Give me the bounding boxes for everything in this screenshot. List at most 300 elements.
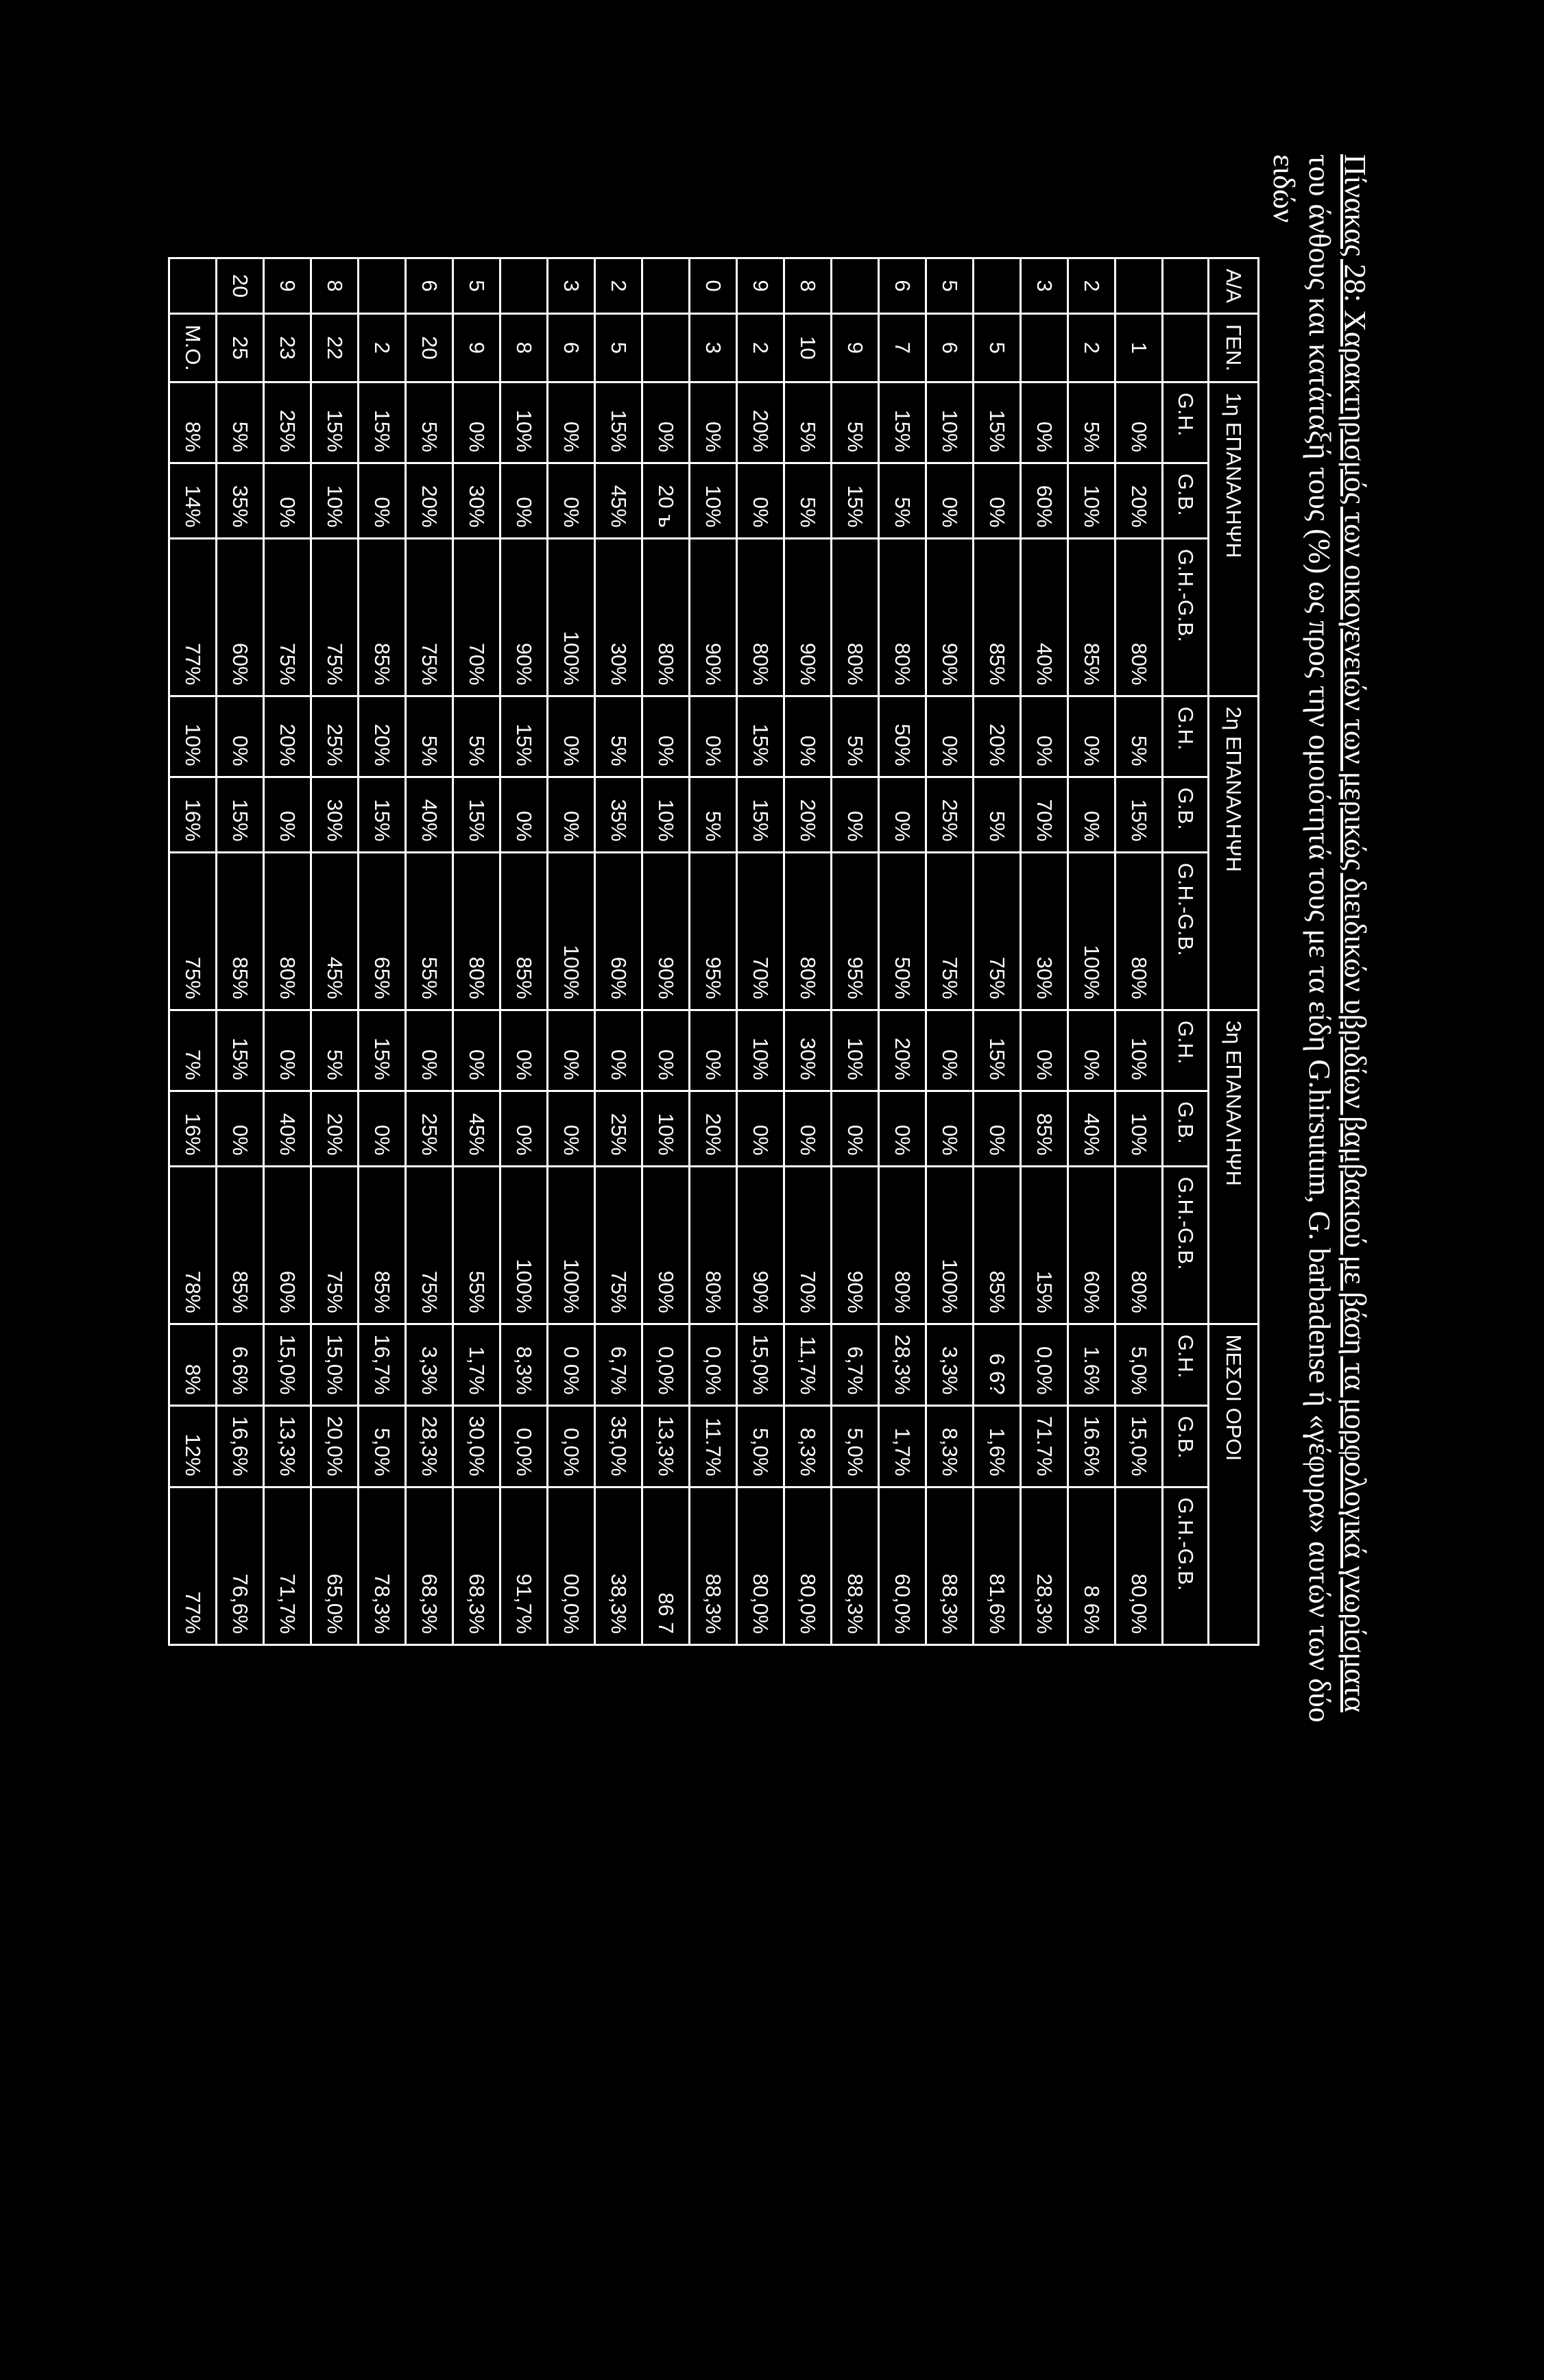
table-row	[784, 258, 832, 1645]
percent-cell: 5%	[832, 382, 879, 463]
family-cell: 1	[1115, 313, 1163, 382]
percent-cell: 15%	[359, 1010, 406, 1091]
percent-cell: 20%	[264, 696, 311, 777]
percent-cell: 68,3%	[453, 1487, 500, 1644]
percent-cell: 8,3%	[784, 1405, 832, 1487]
percent-cell: 77%	[169, 1487, 217, 1644]
percent-cell: 85%	[1068, 538, 1115, 696]
percent-cell: 0%	[595, 1010, 642, 1091]
percent-cell: 1.6%	[1068, 1324, 1115, 1405]
row-index-cell	[500, 258, 548, 314]
data-table-wrapper	[168, 257, 1259, 1646]
percent-cell: 75%	[311, 1166, 359, 1324]
family-cell: 2	[1068, 313, 1115, 382]
percent-cell: 80%	[784, 852, 832, 1010]
percent-cell: 0%	[359, 1091, 406, 1166]
percent-cell: 88,3%	[926, 1487, 974, 1644]
percent-cell: 8%	[169, 1324, 217, 1405]
family-cell: 9	[832, 313, 879, 382]
percent-cell: 10%	[500, 382, 548, 463]
percent-cell: 12%	[169, 1405, 217, 1487]
percent-cell: 5,0%	[359, 1405, 406, 1487]
table-row	[406, 258, 453, 1645]
percent-cell: 0%	[879, 1091, 926, 1166]
family-cell: 3	[690, 313, 737, 382]
percent-cell: 65%	[359, 852, 406, 1010]
percent-cell: 13,3%	[642, 1405, 690, 1487]
percent-cell: 80,0%	[737, 1487, 784, 1644]
percent-cell: 3,3%	[406, 1324, 453, 1405]
header-gh: G.H.	[1163, 1324, 1209, 1405]
percent-cell: 45%	[311, 852, 359, 1010]
percent-cell: 8,3%	[500, 1324, 548, 1405]
row-index-cell	[642, 258, 690, 314]
percent-cell: 16%	[169, 777, 217, 852]
percent-cell: 15%	[595, 382, 642, 463]
percent-cell: 5,0%	[737, 1405, 784, 1487]
percent-cell: 40%	[264, 1091, 311, 1166]
percent-cell: 15%	[1021, 1166, 1068, 1324]
percent-cell: 75%	[311, 538, 359, 696]
percent-cell: 55%	[406, 852, 453, 1010]
percent-cell: 75%	[595, 1166, 642, 1324]
percent-cell: 70%	[737, 852, 784, 1010]
percent-cell: 90%	[832, 1166, 879, 1324]
header-ghgb: G.H.-G.B.	[1163, 1487, 1209, 1644]
percent-cell: 6,7%	[595, 1324, 642, 1405]
percent-cell: 60,0%	[879, 1487, 926, 1644]
percent-cell: 71.7%	[1021, 1405, 1068, 1487]
percent-cell: 0%	[1021, 382, 1068, 463]
percent-cell: 88,3%	[690, 1487, 737, 1644]
percent-cell: 8 6%	[1068, 1487, 1115, 1644]
percent-cell: 5%	[1068, 382, 1115, 463]
header-row-groups	[1209, 258, 1259, 1645]
family-cell: 5	[595, 313, 642, 382]
row-index-cell	[169, 258, 217, 314]
caption-line-1: Πίνακας 28: Χαρακτηρισμός των οικογενειών των μερικώς διειδικών υβριδίων βαμβακιού με βάση τα μορφολογικά γνωρίσματα	[1338, 154, 1372, 1712]
percent-cell: 30%	[595, 538, 642, 696]
percent-cell: 45%	[595, 463, 642, 538]
percent-cell: 78%	[169, 1166, 217, 1324]
percent-cell: 28,3%	[406, 1405, 453, 1487]
table-row	[500, 258, 548, 1645]
percent-cell: 0%	[264, 777, 311, 852]
percent-cell: 10%	[169, 696, 217, 777]
row-index-cell: 3	[548, 258, 595, 314]
percent-cell: 8%	[169, 382, 217, 463]
percent-cell: 0%	[1021, 1010, 1068, 1091]
percent-cell: 88,3%	[832, 1487, 879, 1644]
row-index-cell: 8	[784, 258, 832, 314]
family-cell: 6	[548, 313, 595, 382]
family-cell	[1021, 313, 1068, 382]
percent-cell: 78,3%	[359, 1487, 406, 1644]
percent-cell: 60%	[595, 852, 642, 1010]
percent-cell: 0%	[548, 1010, 595, 1091]
percent-cell: 20%	[879, 1010, 926, 1091]
percent-cell: 35%	[595, 777, 642, 852]
percent-cell: 15%	[737, 777, 784, 852]
table-row	[1068, 258, 1115, 1645]
percent-cell: 68,3%	[406, 1487, 453, 1644]
percent-cell: 15%	[311, 382, 359, 463]
row-index-cell: 2	[595, 258, 642, 314]
percent-cell: 13,3%	[264, 1405, 311, 1487]
caption-line-3: ειδών	[1267, 154, 1301, 223]
percent-cell: 10%	[311, 463, 359, 538]
row-index-cell: 5	[453, 258, 500, 314]
table-row	[974, 258, 1021, 1645]
row-index-cell	[974, 258, 1021, 314]
percent-cell: 15%	[879, 382, 926, 463]
percent-cell: 30%	[311, 777, 359, 852]
percent-cell: 100%	[548, 538, 595, 696]
percent-cell: 80%	[1115, 1166, 1163, 1324]
percent-cell: 5%	[879, 463, 926, 538]
percent-cell: 11.7%	[690, 1405, 737, 1487]
family-cell: 23	[264, 313, 311, 382]
percent-cell: 0%	[548, 1091, 595, 1166]
family-cell: 2	[737, 313, 784, 382]
percent-cell: 0%	[926, 696, 974, 777]
percent-cell: 85%	[974, 1166, 1021, 1324]
percent-cell: 25%	[264, 382, 311, 463]
percent-cell: 15%	[359, 382, 406, 463]
percent-cell: 0 0%	[548, 1324, 595, 1405]
caption-line-2: του άνθους και κατάταξή τους (%) ως προς την ομοιότητά τους με τα είδη G.hirsutum, G. barbadense ή «γέφυρα» αυτών των δύο	[1303, 154, 1336, 1723]
percent-cell: 20%	[784, 777, 832, 852]
percent-cell: 95%	[690, 852, 737, 1010]
percent-cell: 0%	[548, 463, 595, 538]
percent-cell: 100%	[548, 852, 595, 1010]
header-ghgb: G.H.-G.B.	[1163, 1166, 1209, 1324]
percent-cell: 90%	[784, 538, 832, 696]
percent-cell: 0%	[642, 382, 690, 463]
percent-cell: 0%	[642, 1010, 690, 1091]
family-cell: 7	[879, 313, 926, 382]
percent-cell: 15%	[974, 382, 1021, 463]
percent-cell: 15%	[737, 696, 784, 777]
percent-cell: 60%	[1068, 1166, 1115, 1324]
percent-cell: 10%	[642, 777, 690, 852]
percent-cell: 0%	[1068, 777, 1115, 852]
percent-cell: 5%	[311, 1010, 359, 1091]
percent-cell: 50%	[879, 852, 926, 1010]
percent-cell: 5%	[406, 696, 453, 777]
percent-cell: 35,0%	[595, 1405, 642, 1487]
percent-cell: 91,7%	[500, 1487, 548, 1644]
percent-cell: 28,3%	[879, 1324, 926, 1405]
percent-cell: 10%	[642, 1091, 690, 1166]
header-gb: G.B.	[1163, 1091, 1209, 1166]
percent-cell: 5%	[1115, 696, 1163, 777]
percent-cell: 0%	[1021, 696, 1068, 777]
percent-cell: 16%	[169, 1091, 217, 1166]
percent-cell: 80%	[690, 1166, 737, 1324]
percent-cell: 0%	[784, 1091, 832, 1166]
percent-cell: 80%	[1115, 538, 1163, 696]
percent-cell: 0%	[926, 463, 974, 538]
percent-cell: 0%	[217, 1091, 264, 1166]
percent-cell: 15%	[359, 777, 406, 852]
table-row	[217, 258, 264, 1645]
table-row	[737, 258, 784, 1645]
family-cell: 20	[406, 313, 453, 382]
percent-cell: 0%	[548, 777, 595, 852]
row-index-cell: 3	[1021, 258, 1068, 314]
percent-cell: 15%	[217, 1010, 264, 1091]
percent-cell: 0%	[784, 696, 832, 777]
percent-cell: 0,0%	[548, 1405, 595, 1487]
percent-cell: 77%	[169, 538, 217, 696]
percent-cell: 25%	[595, 1091, 642, 1166]
row-index-cell	[832, 258, 879, 314]
header-ghgb: G.H.-G.B.	[1163, 538, 1209, 696]
percent-cell: 20,0%	[311, 1405, 359, 1487]
row-index-cell: 6	[879, 258, 926, 314]
row-index-cell: 8	[311, 258, 359, 314]
percent-cell: 0,0%	[500, 1405, 548, 1487]
row-index-cell: 9	[737, 258, 784, 314]
percent-cell: 20%	[1115, 463, 1163, 538]
family-cell: 6	[926, 313, 974, 382]
percent-cell: 5%	[974, 777, 1021, 852]
percent-cell: 10%	[926, 382, 974, 463]
percent-cell: 0%	[832, 1091, 879, 1166]
percent-cell: 16,6%	[217, 1405, 264, 1487]
percent-cell: 0%	[737, 1091, 784, 1166]
row-index-cell	[359, 258, 406, 314]
percent-cell: 0%	[548, 382, 595, 463]
percent-cell: 90%	[690, 538, 737, 696]
percent-cell: 75%	[169, 852, 217, 1010]
header-gb: G.B.	[1163, 463, 1209, 538]
percent-cell: 80%	[642, 538, 690, 696]
table-row	[311, 258, 359, 1645]
percent-cell: 0%	[500, 1091, 548, 1166]
family-cell: 25	[217, 313, 264, 382]
table-row	[548, 258, 595, 1645]
percent-cell: 20%	[359, 696, 406, 777]
row-index-cell: 0	[690, 258, 737, 314]
percent-cell: 15,0%	[311, 1324, 359, 1405]
percent-cell: 50%	[879, 696, 926, 777]
percent-cell: 10%	[1068, 463, 1115, 538]
percent-cell: 35%	[217, 463, 264, 538]
percent-cell: 40%	[1021, 538, 1068, 696]
percent-cell: 1,7%	[453, 1324, 500, 1405]
table-row	[453, 258, 500, 1645]
family-classification-table	[168, 257, 1259, 1646]
header-gb: G.B.	[1163, 777, 1209, 852]
percent-cell: 0%	[359, 463, 406, 538]
percent-cell: 0%	[1115, 382, 1163, 463]
percent-cell: 85%	[1021, 1091, 1068, 1166]
header-gh: G.H.	[1163, 382, 1209, 463]
percent-cell: 5%	[690, 777, 737, 852]
percent-cell: 80%	[879, 1166, 926, 1324]
percent-cell: 6 6?	[974, 1324, 1021, 1405]
percent-cell: 20%	[690, 1091, 737, 1166]
percent-cell: 5%	[832, 696, 879, 777]
family-cell	[642, 313, 690, 382]
percent-cell: 5%	[784, 463, 832, 538]
percent-cell: 15%	[974, 1010, 1021, 1091]
percent-cell: 0,0%	[690, 1324, 737, 1405]
percent-cell: 25%	[406, 1091, 453, 1166]
header-rep3: 3η ΕΠΑΝΑΛΗΨΗ	[1209, 1010, 1259, 1324]
percent-cell: 30%	[784, 1010, 832, 1091]
percent-cell: 0%	[453, 1010, 500, 1091]
percent-cell: 0%	[548, 696, 595, 777]
percent-cell: 15,0%	[264, 1324, 311, 1405]
percent-cell: 5%	[217, 382, 264, 463]
percent-cell: 0%	[500, 1010, 548, 1091]
table-row	[595, 258, 642, 1645]
percent-cell: 70%	[1021, 777, 1068, 852]
percent-cell: 0%	[690, 382, 737, 463]
row-index-cell: 2	[1068, 258, 1115, 314]
table-row	[1115, 258, 1163, 1645]
family-cell: M.O.	[169, 313, 217, 382]
family-cell: 22	[311, 313, 359, 382]
percent-cell: 90%	[642, 852, 690, 1010]
percent-cell: 70%	[784, 1166, 832, 1324]
table-row	[642, 258, 690, 1645]
percent-cell: 10%	[1115, 1010, 1163, 1091]
percent-cell: 80%	[264, 852, 311, 1010]
percent-cell: 8,3%	[926, 1405, 974, 1487]
percent-cell: 40%	[406, 777, 453, 852]
percent-cell: 85%	[217, 852, 264, 1010]
percent-cell: 75%	[264, 538, 311, 696]
percent-cell: 85%	[974, 538, 1021, 696]
percent-cell: 10%	[1115, 1091, 1163, 1166]
percent-cell: 5,0%	[832, 1405, 879, 1487]
table-row	[169, 258, 217, 1645]
percent-cell: 16,7%	[359, 1324, 406, 1405]
table-row	[926, 258, 974, 1645]
percent-cell: 90%	[926, 538, 974, 696]
percent-cell: 81,6%	[974, 1487, 1021, 1644]
percent-cell: 15%	[1115, 777, 1163, 852]
table-row	[879, 258, 926, 1645]
header-gh: G.H.	[1163, 1010, 1209, 1091]
header-gh: G.H.	[1163, 696, 1209, 777]
percent-cell: 0%	[737, 463, 784, 538]
percent-cell: 15,0%	[1115, 1405, 1163, 1487]
header-gen: ΓΕΝ.	[1209, 313, 1259, 382]
percent-cell: 1,6%	[974, 1405, 1021, 1487]
percent-cell: 20%	[737, 382, 784, 463]
percent-cell: 60%	[1021, 463, 1068, 538]
percent-cell: 0%	[1068, 1010, 1115, 1091]
percent-cell: 0%	[264, 463, 311, 538]
percent-cell: 16.6%	[1068, 1405, 1115, 1487]
percent-cell: 80,0%	[784, 1487, 832, 1644]
percent-cell: 45%	[453, 1091, 500, 1166]
percent-cell: 85%	[359, 1166, 406, 1324]
percent-cell: 5%	[453, 696, 500, 777]
percent-cell: 15,0%	[737, 1324, 784, 1405]
header-rep2: 2η ΕΠΑΝΑΛΗΨΗ	[1209, 696, 1259, 1010]
family-cell: 8	[500, 313, 548, 382]
percent-cell: 30%	[1021, 852, 1068, 1010]
percent-cell: 30,0%	[453, 1405, 500, 1487]
percent-cell: 25%	[311, 696, 359, 777]
percent-cell: 75%	[926, 852, 974, 1010]
percent-cell: 60%	[264, 1166, 311, 1324]
percent-cell: 65,0%	[311, 1487, 359, 1644]
row-index-cell: 20	[217, 258, 264, 314]
percent-cell: 25%	[926, 777, 974, 852]
percent-cell: 1,7%	[879, 1405, 926, 1487]
percent-cell: 60%	[217, 538, 264, 696]
percent-cell: 80,0%	[1115, 1487, 1163, 1644]
percent-cell: 5%	[406, 382, 453, 463]
percent-cell: 0%	[642, 696, 690, 777]
header-gb: G.B.	[1163, 1405, 1209, 1487]
percent-cell: 10%	[832, 1010, 879, 1091]
percent-cell: 20%	[406, 463, 453, 538]
percent-cell: 28,3%	[1021, 1487, 1068, 1644]
percent-cell: 80%	[453, 852, 500, 1010]
percent-cell: 0%	[406, 1010, 453, 1091]
percent-cell: 00,0%	[548, 1487, 595, 1644]
percent-cell: 20%	[974, 696, 1021, 777]
table-row	[832, 258, 879, 1645]
row-index-cell: 9	[264, 258, 311, 314]
row-index-cell: 5	[926, 258, 974, 314]
percent-cell: 100%	[548, 1166, 595, 1324]
percent-cell: 90%	[642, 1166, 690, 1324]
percent-cell: 5%	[784, 382, 832, 463]
header-rep1: 1η ΕΠΑΝΑΛΗΨΗ	[1209, 382, 1259, 696]
percent-cell: 0%	[832, 777, 879, 852]
percent-cell: 30%	[453, 463, 500, 538]
percent-cell: 0%	[926, 1091, 974, 1166]
percent-cell: 90%	[737, 1166, 784, 1324]
header-row-species	[1163, 258, 1209, 1645]
row-index-cell: 6	[406, 258, 453, 314]
percent-cell: 71,7%	[264, 1487, 311, 1644]
percent-cell: 90%	[500, 538, 548, 696]
percent-cell: 0,0%	[1021, 1324, 1068, 1405]
percent-cell: 6,7%	[832, 1324, 879, 1405]
table-row	[1021, 258, 1068, 1645]
percent-cell: 20 ъ	[642, 463, 690, 538]
percent-cell: 7%	[169, 1010, 217, 1091]
family-cell: 10	[784, 313, 832, 382]
percent-cell: 100%	[926, 1166, 974, 1324]
family-cell: 2	[359, 313, 406, 382]
percent-cell: 3,3%	[926, 1324, 974, 1405]
percent-cell: 15%	[500, 696, 548, 777]
percent-cell: 0%	[264, 1010, 311, 1091]
percent-cell: 76,6%	[217, 1487, 264, 1644]
header-empty	[1163, 313, 1209, 382]
percent-cell: 55%	[453, 1166, 500, 1324]
percent-cell: 0,0%	[642, 1324, 690, 1405]
family-cell: 5	[974, 313, 1021, 382]
percent-cell: 100%	[500, 1166, 548, 1324]
percent-cell: 100%	[1068, 852, 1115, 1010]
percent-cell: 0%	[500, 777, 548, 852]
percent-cell: 86 7	[642, 1487, 690, 1644]
percent-cell: 0%	[879, 777, 926, 852]
percent-cell: 0%	[926, 1010, 974, 1091]
